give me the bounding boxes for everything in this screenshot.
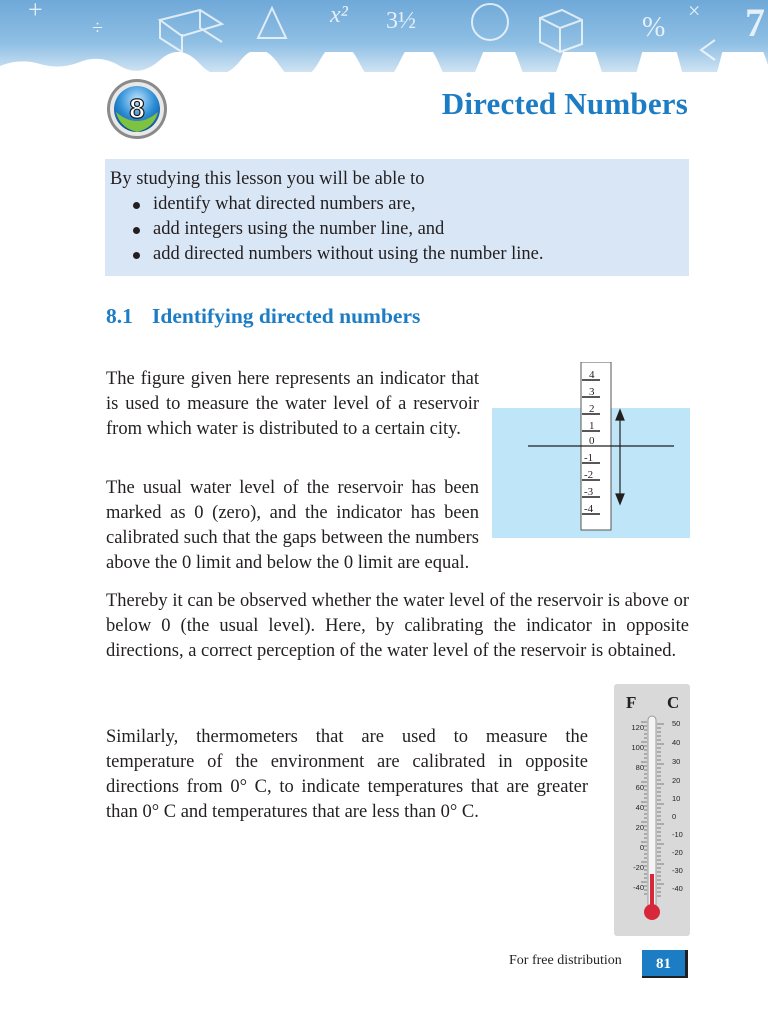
gauge-label: 4 bbox=[589, 369, 595, 381]
seven-symbol: 7 bbox=[745, 0, 765, 45]
gauge-label: 2 bbox=[589, 403, 595, 415]
f-label: 120 bbox=[631, 723, 644, 732]
objective-item: identify what directed numbers are, bbox=[109, 192, 685, 217]
paragraph-thermometer: Similarly, thermometers that are used to measure the temperature of the environment are calibrated in opposite directions from 0° C, to indicate temperatures that are greater than 0° C and temperatures that are less than 0° C. bbox=[106, 727, 588, 822]
chapter-number-badge bbox=[106, 78, 168, 140]
divide-symbol: ÷ bbox=[92, 17, 103, 39]
banner-torn-edge bbox=[0, 52, 768, 72]
objectives-list bbox=[109, 192, 685, 267]
water-level-indicator-figure bbox=[492, 362, 690, 538]
f-label: 60 bbox=[635, 783, 644, 792]
f-label: 80 bbox=[635, 763, 644, 772]
paragraph-calibration bbox=[106, 476, 479, 576]
c-label: 20 bbox=[672, 776, 681, 785]
f-label: -40 bbox=[633, 883, 644, 892]
paragraph-calibration-text: The usual water level of the reservoir has been marked as 0 (zero), and the indicator has been calibrated such that the gaps between the numbers above the 0 limit and below the 0 limit are equal. bbox=[106, 478, 479, 573]
f-label: 0 bbox=[639, 843, 644, 852]
section-title: Identifying directed numbers bbox=[152, 304, 421, 328]
section-number: 8.1 bbox=[106, 304, 133, 328]
gauge-label: -4 bbox=[584, 503, 594, 515]
c-label: 30 bbox=[672, 757, 681, 766]
chapter-number: 8 bbox=[129, 93, 145, 124]
c-label: 50 bbox=[672, 719, 681, 728]
c-label: 0 bbox=[672, 812, 677, 821]
paragraph-observation: Thereby it can be observed whether the water level of the reservoir is above or below 0 (the usual level). Here, by calibrating the indicator in opposite directions, a correct perception of the water level of the reservoir is obtained. bbox=[106, 591, 689, 661]
f-label: -20 bbox=[633, 863, 644, 872]
section-heading bbox=[106, 304, 420, 329]
gauge-label: -1 bbox=[584, 452, 594, 464]
f-label: 100 bbox=[631, 743, 644, 752]
footer-distribution-note: For free distribution bbox=[509, 953, 622, 968]
gauge-label: -2 bbox=[584, 469, 594, 481]
plus-symbol: + bbox=[28, 0, 43, 24]
square-symbol: x² bbox=[330, 2, 348, 28]
objectives-lead: By studying this lesson you will be able to bbox=[110, 169, 425, 189]
header-banner bbox=[0, 0, 768, 72]
c-label: 10 bbox=[672, 794, 681, 803]
gauge-label: 1 bbox=[589, 420, 595, 432]
f-label: 20 bbox=[635, 823, 644, 832]
celsius-header: C bbox=[667, 693, 680, 712]
c-label: 40 bbox=[672, 738, 681, 747]
c-label: -30 bbox=[672, 866, 683, 875]
fraction-symbol: 3½ bbox=[386, 8, 416, 34]
page-number: 81 bbox=[642, 950, 688, 978]
thermometer-figure bbox=[614, 684, 690, 936]
times-symbol: × bbox=[688, 0, 701, 23]
fahrenheit-header: F bbox=[626, 693, 637, 712]
thermometer-bulb bbox=[644, 904, 660, 920]
c-label: -40 bbox=[672, 884, 683, 893]
c-label: -10 bbox=[672, 830, 683, 839]
objective-item: add directed numbers without using the number line. bbox=[109, 242, 685, 267]
learning-objectives-box bbox=[105, 159, 689, 276]
f-label: 40 bbox=[635, 803, 644, 812]
percent-symbol: % bbox=[642, 12, 666, 43]
gauge-label: 0 bbox=[589, 435, 595, 447]
gauge-label: 3 bbox=[589, 386, 595, 398]
gauge-label: -3 bbox=[584, 486, 594, 498]
c-label: -20 bbox=[672, 848, 683, 857]
objective-item: add integers using the number line, and bbox=[109, 217, 685, 242]
paragraph-indicator: The figure given here represents an indicator that is used to measure the water level of a reservoir from which water is distributed to a certain city. bbox=[106, 369, 479, 439]
chapter-title: Directed Numbers bbox=[441, 86, 688, 121]
